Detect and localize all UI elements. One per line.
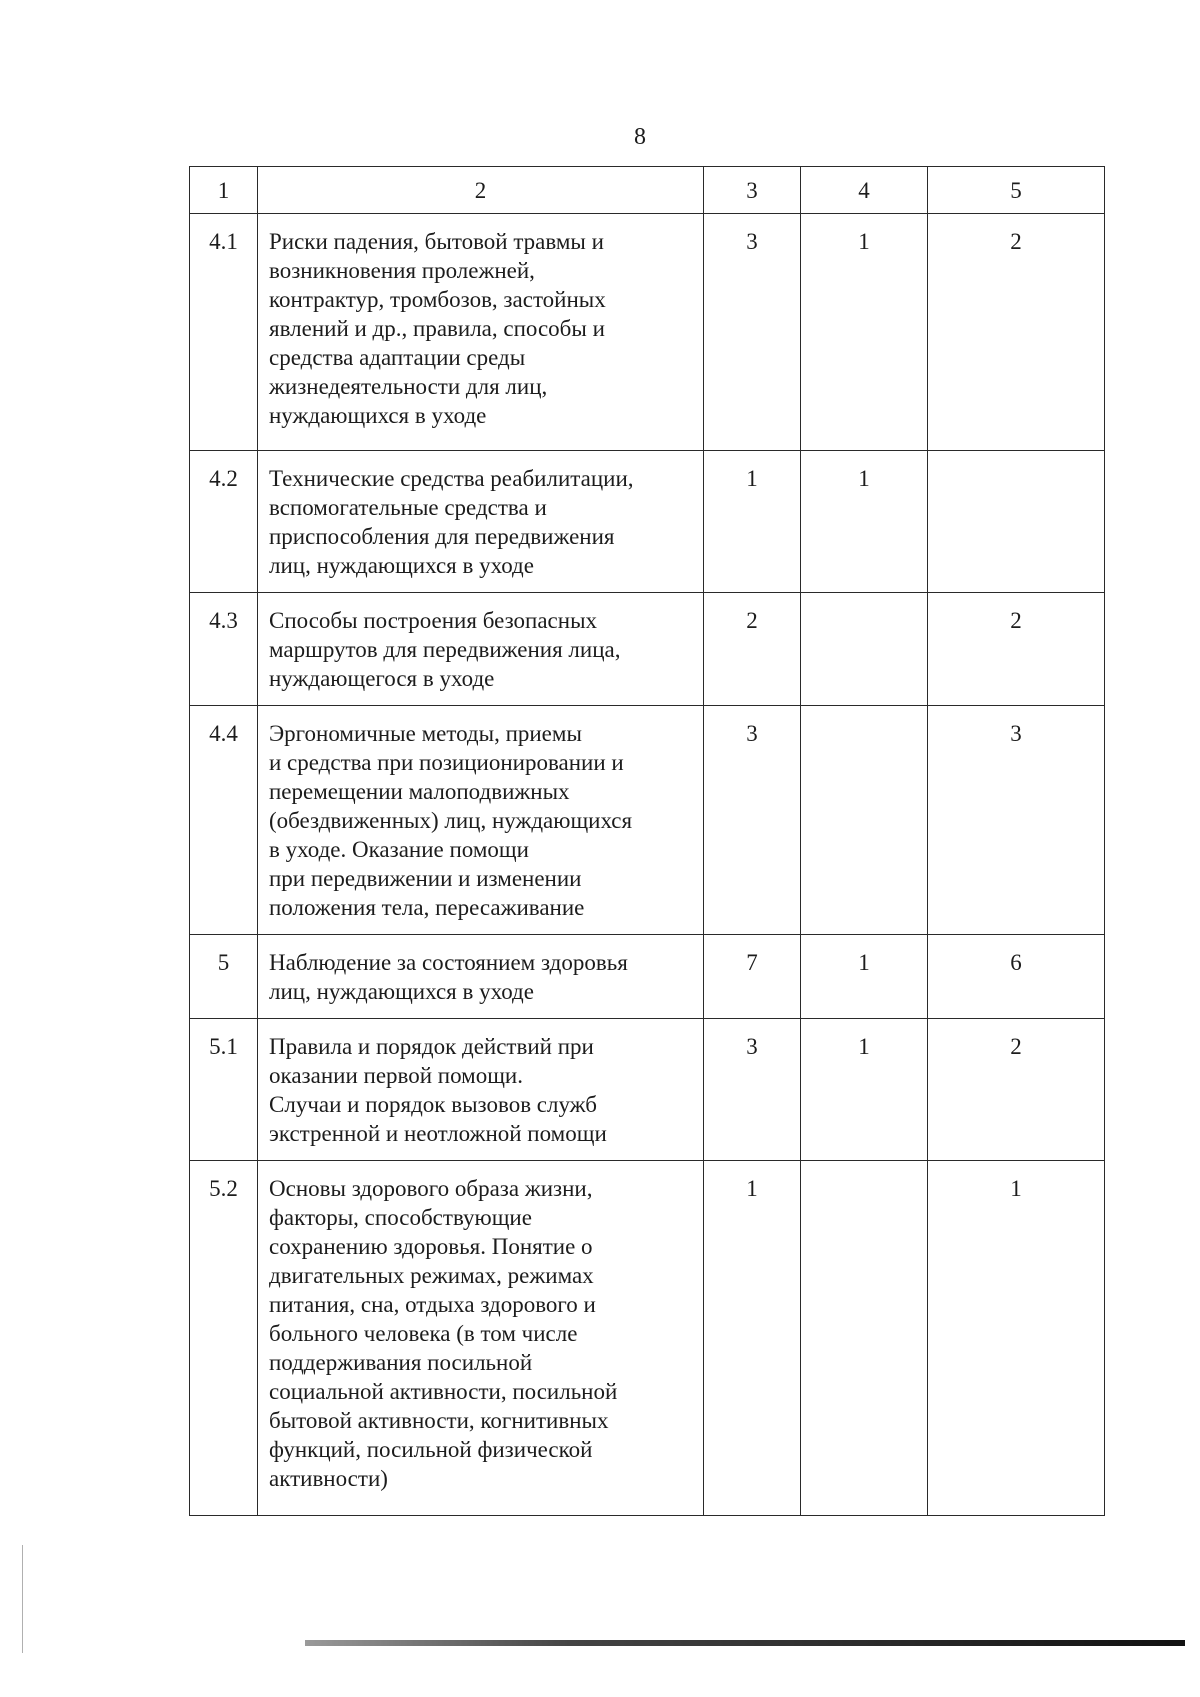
- value-cell-col3: 3: [704, 706, 801, 935]
- topic-line: Правила и порядок действий при: [269, 1034, 594, 1059]
- topic-line: сохранению здоровья. Понятие о: [269, 1234, 593, 1259]
- header-cell-1: 1: [190, 167, 258, 214]
- topic-cell: [258, 935, 704, 1019]
- topic-cell: [258, 1019, 704, 1161]
- topic-line: Наблюдение за состоянием здоровья: [269, 950, 628, 975]
- topic-line: функций, посильной физической: [269, 1437, 593, 1462]
- value-cell-col4: [801, 593, 928, 706]
- topic-line: оказании первой помощи.: [269, 1063, 523, 1088]
- topic-cell: [258, 214, 704, 451]
- topic-line: больного человека (в том числе: [269, 1321, 578, 1346]
- topic-line: лиц, нуждающихся в уходе: [269, 979, 534, 1004]
- topic-line: при передвижении и изменении: [269, 866, 582, 891]
- topic-line: поддерживания посильной: [269, 1350, 533, 1375]
- value-cell-col3: 2: [704, 593, 801, 706]
- value-cell-col5: 2: [928, 214, 1105, 451]
- curriculum-table: [189, 166, 1105, 1516]
- topic-line: и средства при позиционировании и: [269, 750, 624, 775]
- topic-line: явлений и др., правила, способы и: [269, 316, 605, 341]
- table-header-row: [190, 167, 1105, 214]
- value-cell-col5: 6: [928, 935, 1105, 1019]
- topic-line: жизнедеятельности для лиц,: [269, 374, 548, 399]
- value-cell-col4: 1: [801, 451, 928, 593]
- row-number: 4.1: [190, 214, 258, 451]
- value-cell-col5: 2: [928, 1019, 1105, 1161]
- topic-line: маршрутов для передвижения лица,: [269, 637, 621, 662]
- topic-line: питания, сна, отдыха здорового и: [269, 1292, 596, 1317]
- value-cell-col5: [928, 451, 1105, 593]
- topic-line: (обездвиженных) лиц, нуждающихся: [269, 808, 633, 833]
- table-row: [190, 451, 1105, 593]
- topic-line: в уходе. Оказание помощи: [269, 837, 529, 862]
- topic-line: активности): [269, 1466, 388, 1491]
- scan-edge-line: [22, 1545, 23, 1653]
- value-cell-col4: 1: [801, 935, 928, 1019]
- topic-line: Случаи и порядок вызовов служб: [269, 1092, 597, 1117]
- topic-cell: [258, 593, 704, 706]
- table-row: [190, 593, 1105, 706]
- topic-line: бытовой активности, когнитивных: [269, 1408, 609, 1433]
- table-row: [190, 1161, 1105, 1516]
- value-cell-col3: 3: [704, 1019, 801, 1161]
- topic-line: социальной активности, посильной: [269, 1379, 618, 1404]
- topic-line: положения тела, пересаживание: [269, 895, 585, 920]
- value-cell-col4: [801, 706, 928, 935]
- topic-line: факторы, способствующие: [269, 1205, 532, 1230]
- table-row: [190, 214, 1105, 451]
- row-number: 4.4: [190, 706, 258, 935]
- value-cell-col4: 1: [801, 214, 928, 451]
- row-number: 5.1: [190, 1019, 258, 1161]
- topic-cell: [258, 1161, 704, 1516]
- row-number: 4.2: [190, 451, 258, 593]
- table-row: [190, 706, 1105, 935]
- value-cell-col5: 2: [928, 593, 1105, 706]
- topic-line: средства адаптации среды: [269, 345, 526, 370]
- topic-line: Риски падения, бытовой травмы и: [269, 229, 604, 254]
- topic-line: перемещении малоподвижных: [269, 779, 570, 804]
- value-cell-col3: 1: [704, 451, 801, 593]
- header-cell-5: 5: [928, 167, 1105, 214]
- topic-line: Технические средства реабилитации,: [269, 466, 634, 491]
- row-number: 5: [190, 935, 258, 1019]
- topic-line: Способы построения безопасных: [269, 608, 598, 633]
- value-cell-col4: [801, 1161, 928, 1516]
- topic-line: экстренной и неотложной помощи: [269, 1121, 607, 1146]
- topic-line: приспособления для передвижения: [269, 524, 615, 549]
- value-cell-col3: 3: [704, 214, 801, 451]
- table-row: [190, 1019, 1105, 1161]
- topic-line: Эргономичные методы, приемы: [269, 721, 582, 746]
- topic-line: нуждающегося в уходе: [269, 666, 495, 691]
- value-cell-col5: 3: [928, 706, 1105, 935]
- value-cell-col3: 7: [704, 935, 801, 1019]
- topic-line: лиц, нуждающихся в уходе: [269, 553, 534, 578]
- footer-rule: [305, 1640, 1185, 1646]
- value-cell-col4: 1: [801, 1019, 928, 1161]
- topic-line: вспомогательные средства и: [269, 495, 547, 520]
- row-number: 5.2: [190, 1161, 258, 1516]
- table-row: [190, 935, 1105, 1019]
- row-number: 4.3: [190, 593, 258, 706]
- topic-cell: [258, 451, 704, 593]
- header-cell-2: 2: [258, 167, 704, 214]
- topic-line: Основы здорового образа жизни,: [269, 1176, 593, 1201]
- value-cell-col5: 1: [928, 1161, 1105, 1516]
- value-cell-col3: 1: [704, 1161, 801, 1516]
- header-cell-4: 4: [801, 167, 928, 214]
- page-number: 8: [634, 124, 646, 150]
- topic-line: контрактур, тромбозов, застойных: [269, 287, 606, 312]
- topic-line: двигательных режимах, режимах: [269, 1263, 594, 1288]
- topic-line: нуждающихся в уходе: [269, 403, 487, 428]
- header-cell-3: 3: [704, 167, 801, 214]
- topic-line: возникновения пролежней,: [269, 258, 535, 283]
- topic-cell: [258, 706, 704, 935]
